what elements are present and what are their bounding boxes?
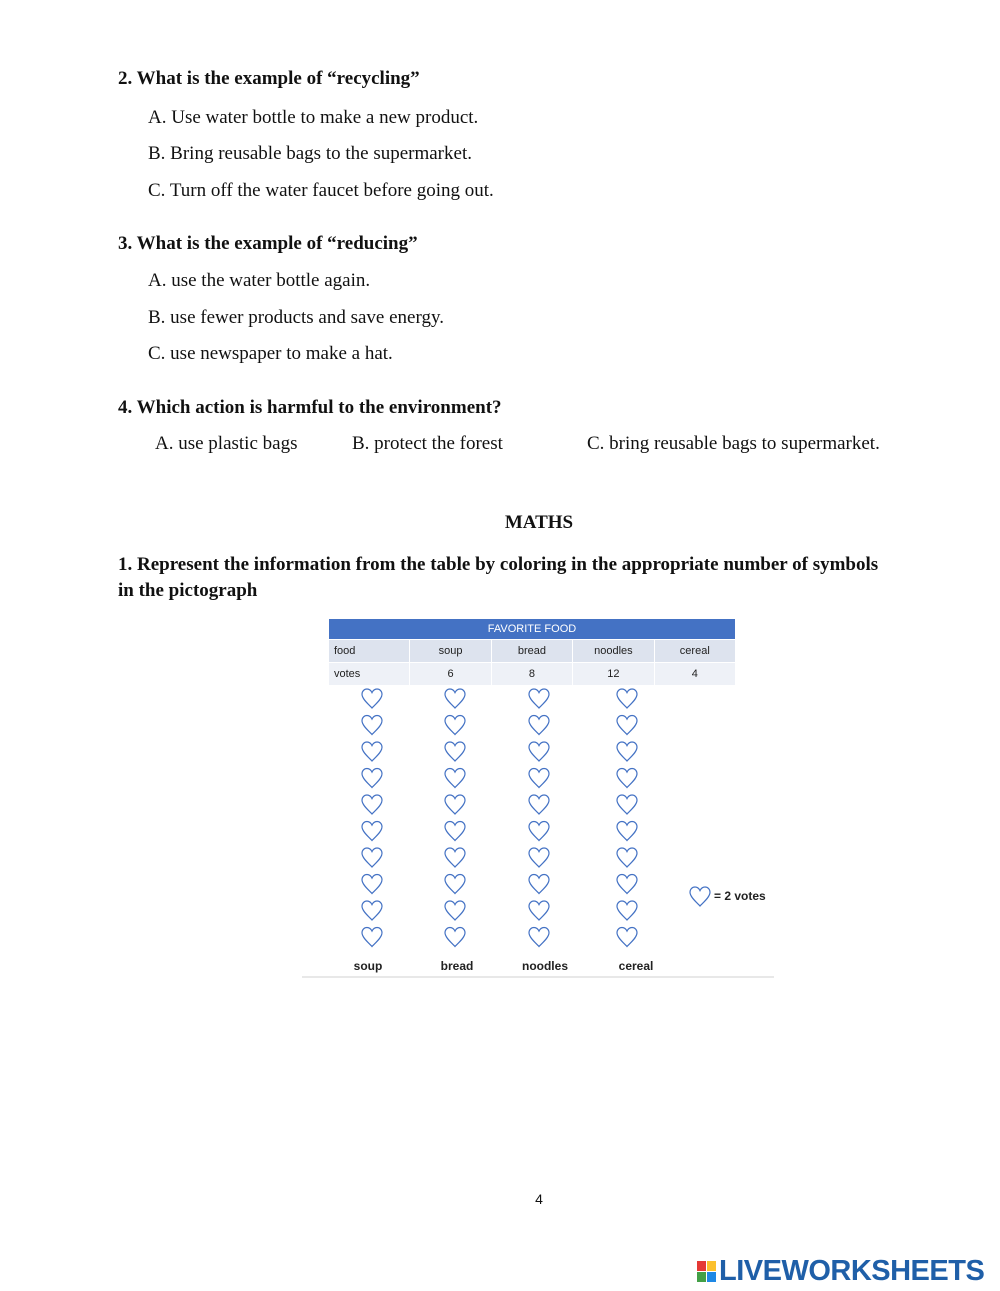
heart-icon[interactable] (617, 928, 637, 947)
heart-icon[interactable] (529, 848, 549, 867)
heart-icon[interactable] (617, 822, 637, 841)
heart-icon[interactable] (617, 848, 637, 867)
heart-icon[interactable] (362, 901, 382, 920)
table-header-cell: cereal (654, 640, 735, 663)
pictograph-category-label: cereal (618, 959, 654, 973)
heart-icon[interactable] (529, 795, 549, 814)
logo-block (707, 1261, 716, 1271)
heart-icon[interactable] (362, 875, 382, 894)
logo-blocks (697, 1261, 716, 1282)
heart-icon[interactable] (617, 875, 637, 894)
question-3-option-a[interactable]: A. use the water bottle again. (148, 270, 371, 291)
pictograph-category-label: soup (353, 959, 383, 973)
table-header-cell: noodles (573, 640, 654, 663)
heart-icon[interactable] (529, 689, 549, 708)
heart-icon[interactable] (529, 901, 549, 920)
legend-heart-icon (688, 884, 712, 910)
heart-icon[interactable] (362, 742, 382, 761)
heart-icon[interactable] (617, 795, 637, 814)
heart-icon[interactable] (445, 928, 465, 947)
question-4-option-c[interactable]: C. bring reusable bags to supermarket. (587, 433, 880, 454)
question-3-option-b[interactable]: B. use fewer products and save energy. (148, 307, 444, 328)
heart-icon[interactable] (445, 822, 465, 841)
question-3-option-c[interactable]: C. use newspaper to make a hat. (148, 343, 393, 364)
heart-icon[interactable] (529, 742, 549, 761)
maths-heading: MATHS (504, 512, 574, 533)
heart-icon[interactable] (362, 795, 382, 814)
table-votes-cell: votes (329, 663, 410, 686)
question-2-title: 2. What is the example of “recycling” (118, 68, 420, 89)
heart-icon[interactable] (529, 769, 549, 788)
pictograph-baseline (302, 976, 774, 978)
heart-icon[interactable] (617, 742, 637, 761)
table-votes-cell: 12 (573, 663, 654, 686)
question-4-option-b[interactable]: B. protect the forest (352, 433, 503, 454)
legend-label: = 2 votes (714, 889, 766, 903)
pictograph-category-label: noodles (521, 959, 569, 973)
heart-icon[interactable] (362, 716, 382, 735)
heart-icon[interactable] (617, 716, 637, 735)
heart-icon[interactable] (445, 689, 465, 708)
heart-icon[interactable] (617, 769, 637, 788)
logo-block (707, 1272, 716, 1282)
heart-icon[interactable] (445, 901, 465, 920)
table-title: FAVORITE FOOD (329, 619, 736, 640)
heart-icon[interactable] (617, 901, 637, 920)
favorite-food-table (328, 618, 736, 686)
question-2-option-b[interactable]: B. Bring reusable bags to the supermarket. (148, 143, 472, 164)
logo-block (697, 1261, 706, 1271)
brand-name: LIVEWORKSHEETS (719, 1254, 985, 1287)
page-number: 4 (535, 1191, 543, 1207)
heart-icon[interactable] (362, 928, 382, 947)
logo-block (697, 1272, 706, 1282)
liveworksheets-logo (697, 1254, 984, 1288)
question-2-option-a[interactable]: A. Use water bottle to make a new product. (148, 107, 479, 128)
heart-icon[interactable] (529, 716, 549, 735)
heart-icon[interactable] (617, 689, 637, 708)
table-header-cell: bread (491, 640, 572, 663)
heart-icon[interactable] (529, 928, 549, 947)
table-header-cell: soup (410, 640, 491, 663)
heart-icon[interactable] (529, 822, 549, 841)
table-votes-cell: 6 (410, 663, 491, 686)
pictograph-category-label: bread (440, 959, 474, 973)
pictograph-legend (688, 884, 778, 910)
heart-icon[interactable] (445, 716, 465, 735)
heart-icon[interactable] (362, 822, 382, 841)
heart-icon[interactable] (445, 848, 465, 867)
maths-question-1: 1. Represent the information from the table by coloring in the appropriate number of symbols in the pictograph (118, 554, 879, 601)
question-2-option-c[interactable]: C. Turn off the water faucet before going out. (148, 180, 494, 201)
heart-icon[interactable] (362, 769, 382, 788)
pictograph (300, 685, 780, 985)
heart-icon[interactable] (362, 848, 382, 867)
heart-icon[interactable] (529, 875, 549, 894)
table-votes-cell: 4 (654, 663, 735, 686)
heart-icon[interactable] (445, 795, 465, 814)
heart-icon[interactable] (362, 689, 382, 708)
question-4-title: 4. Which action is harmful to the environment? (118, 397, 502, 418)
question-3-title: 3. What is the example of “reducing” (118, 233, 418, 254)
table-votes-cell: 8 (491, 663, 572, 686)
table-header-cell: food (329, 640, 410, 663)
heart-icon[interactable] (445, 742, 465, 761)
heart-icon[interactable] (445, 875, 465, 894)
heart-icon[interactable] (445, 769, 465, 788)
question-4-option-a[interactable]: A. use plastic bags (155, 433, 298, 454)
